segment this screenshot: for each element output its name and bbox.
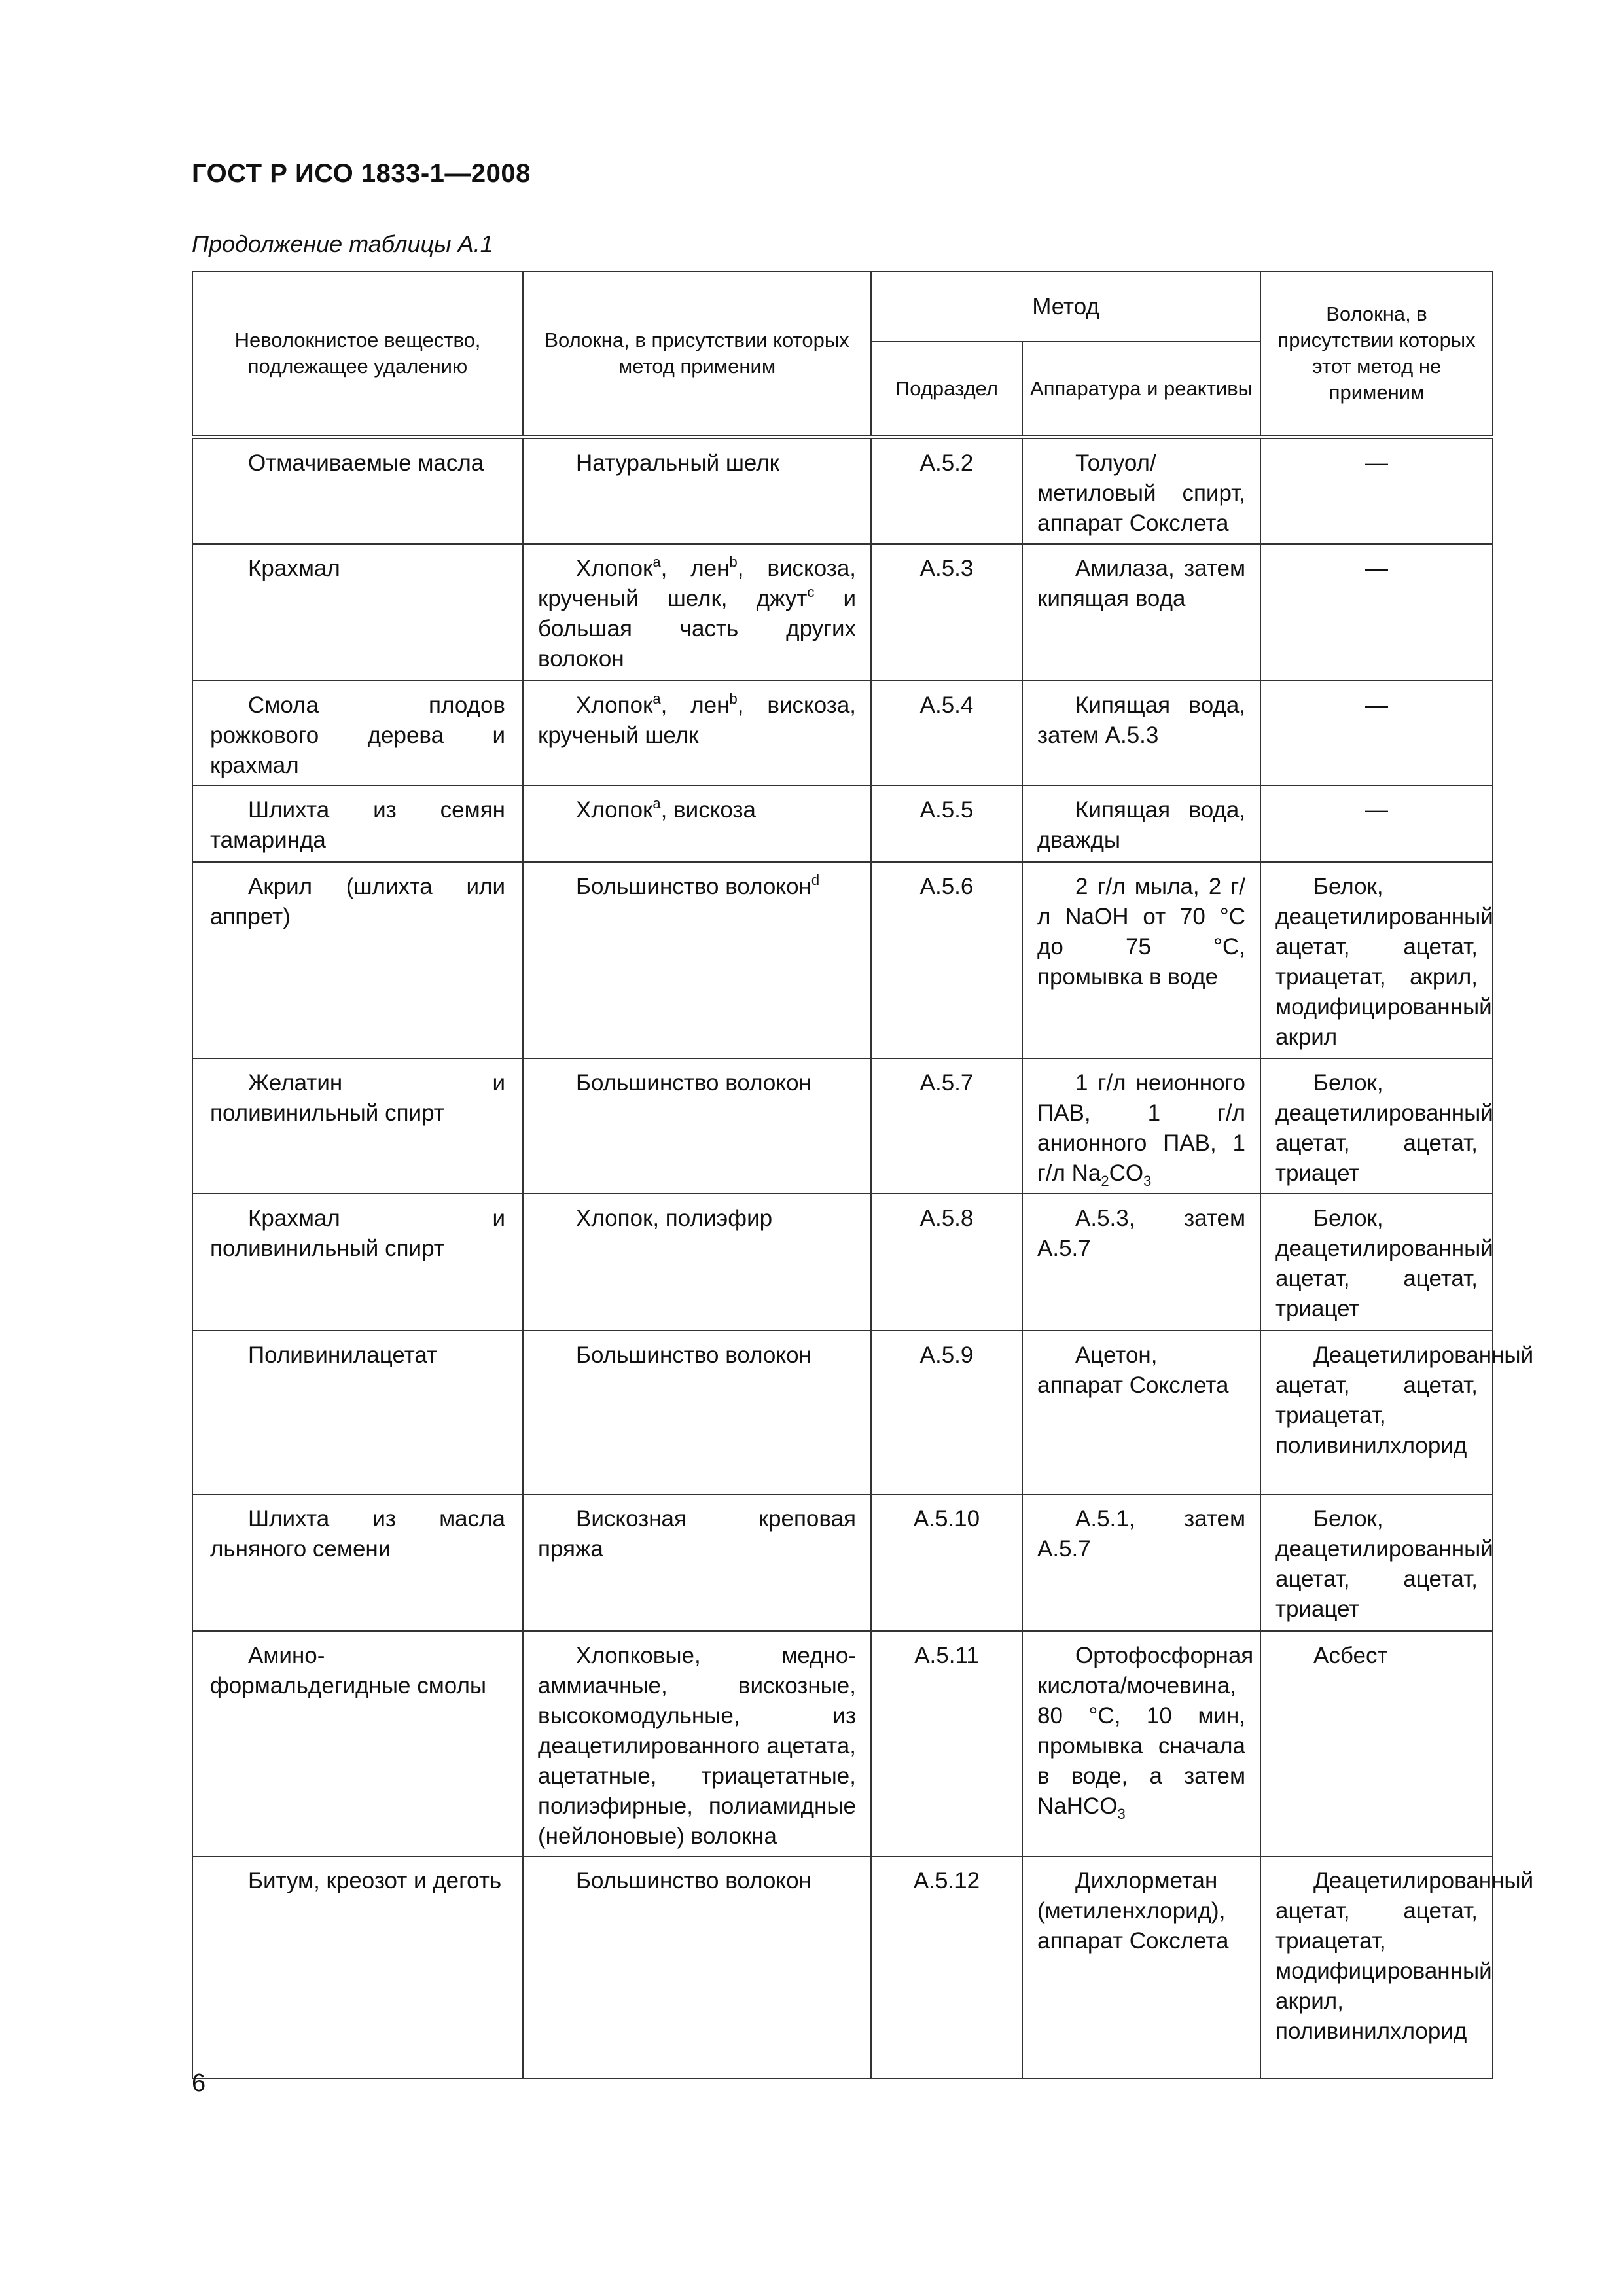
header-substance: Неволокнистое вещество, подлежащее удалению xyxy=(192,272,523,437)
table-row xyxy=(192,785,1493,862)
cell-substance: Смола плодов рожкового дерева и крахмал xyxy=(192,681,523,785)
cell-substance: Крахмал xyxy=(192,544,523,681)
table-row xyxy=(192,1194,1493,1331)
table-header xyxy=(192,272,1493,437)
cell-subsection: А.5.5 xyxy=(871,785,1022,862)
table-row xyxy=(192,1856,1493,2079)
cell-apparatus: 2 г/л мыла, 2 г/л NaOH от 70 °С до 75 °С, промывка в воде xyxy=(1022,862,1260,1058)
header-apparatus: Аппаратура и реактивы xyxy=(1022,342,1260,437)
cell-apparatus: А.5.1, затем А.5.7 xyxy=(1022,1494,1260,1631)
cell-fibers: Большинство волокон xyxy=(523,1058,871,1194)
cell-apparatus: Ацетон, аппарат Сокслета xyxy=(1022,1331,1260,1494)
cell-apparatus: А.5.3, затем А.5.7 xyxy=(1022,1194,1260,1331)
cell-subsection: А.5.3 xyxy=(871,544,1022,681)
page-number: 6 xyxy=(192,2070,206,2097)
cell-subsection: А.5.11 xyxy=(871,1631,1022,1856)
table-row xyxy=(192,1631,1493,1856)
cell-fibers: Хлопок$^а$, вискоза xyxy=(523,785,871,862)
cell-subsection: А.5.10 xyxy=(871,1494,1022,1631)
header-fibers-not-applicable: Волокна, в присутствии которых этот метод не применим xyxy=(1260,272,1493,437)
cell-apparatus: 1 г/л неионного ПАВ, 1 г/л анионного ПАВ, 1 г/л $Na_2CO_3$ xyxy=(1022,1058,1260,1194)
cell-apparatus: Амилаза, затем кипящая вода xyxy=(1022,544,1260,681)
cell-subsection: А.5.9 xyxy=(871,1331,1022,1494)
cell-not-applicable: Деацетилированный ацетат, ацетат, триацетат, поливинилхлорид xyxy=(1260,1331,1493,1494)
cell-subsection: А.5.6 xyxy=(871,862,1022,1058)
methods-table xyxy=(192,271,1534,2079)
cell-substance: Битум, креозот и деготь xyxy=(192,1856,523,2079)
header-subsection: Подраздел xyxy=(871,342,1022,437)
cell-substance: Поливинилацетат xyxy=(192,1331,523,1494)
cell-subsection: А.5.8 xyxy=(871,1194,1022,1331)
cell-fibers: Большинство волокон$^d$ xyxy=(523,862,871,1058)
cell-not-applicable: — xyxy=(1260,544,1493,681)
cell-not-applicable: Белок, деацетилированный ацетат, ацетат, триацет xyxy=(1260,1494,1493,1631)
table-row xyxy=(192,681,1493,785)
cell-apparatus: Толуол/метиловый спирт, аппарат Сокслета xyxy=(1022,437,1260,544)
cell-not-applicable: Белок, деацетилированный ацетат, ацетат, триацет xyxy=(1260,1194,1493,1331)
cell-fibers: Хлопковые, медно-аммиачные, вискозные, высокомодульные, из деацетилированного ацетата, ацетатные, триацетатные, полиэфирные, полиамидные (нейлоновые) волокна xyxy=(523,1631,871,1856)
document-header: ГОСТ Р ИСО 1833-1—2008 xyxy=(192,159,531,188)
table-row xyxy=(192,437,1493,544)
cell-not-applicable: Асбест xyxy=(1260,1631,1493,1856)
cell-subsection: А.5.4 xyxy=(871,681,1022,785)
cell-fibers: Вискозная креповая пряжа xyxy=(523,1494,871,1631)
cell-not-applicable: Белок, деацетилированный ацетат, ацетат, триацетат, акрил, модифицированный акрил xyxy=(1260,862,1493,1058)
cell-fibers: Большинство волокон xyxy=(523,1856,871,2079)
cell-fibers: Большинство волокон xyxy=(523,1331,871,1494)
cell-substance: Шлихта из масла льняного семени xyxy=(192,1494,523,1631)
cell-substance: Амино-формальдегидные смолы xyxy=(192,1631,523,1856)
header-method: Метод xyxy=(871,272,1260,342)
cell-fibers: Хлопок$^а$, лен$^b$, вискоза, крученый шелк, джут$^с$ и большая часть других волокон xyxy=(523,544,871,681)
table-row xyxy=(192,544,1493,681)
table-caption: Продолжение таблицы А.1 xyxy=(192,230,493,257)
cell-subsection: А.5.12 xyxy=(871,1856,1022,2079)
cell-fibers: Натуральный шелк xyxy=(523,437,871,544)
table-row xyxy=(192,1331,1493,1494)
cell-substance: Крахмал и поливинильный спирт xyxy=(192,1194,523,1331)
cell-subsection: А.5.2 xyxy=(871,437,1022,544)
cell-substance: Шлихта из семян тамаринда xyxy=(192,785,523,862)
cell-substance: Отмачиваемые масла xyxy=(192,437,523,544)
cell-apparatus: Ортофосфорная кислота/мочевина, 80 °С, 10 мин, промывка сначала в воде, а затем NaHCO$_3$ xyxy=(1022,1631,1260,1856)
cell-substance: Акрил (шлихта или аппрет) xyxy=(192,862,523,1058)
cell-substance: Желатин и поливинильный спирт xyxy=(192,1058,523,1194)
cell-apparatus: Кипящая вода, затем А.5.3 xyxy=(1022,681,1260,785)
header-fibers-applicable: Волокна, в присутствии которых метод применим xyxy=(523,272,871,437)
cell-fibers: Хлопок$^а$, лен$^b$, вискоза, крученый шелк xyxy=(523,681,871,785)
cell-apparatus: Дихлорметан (метиленхлорид), аппарат Сокслета xyxy=(1022,1856,1260,2079)
table-row xyxy=(192,1058,1493,1194)
cell-not-applicable: Деацетилированный ацетат, ацетат, триацетат, модифицированный акрил, поливинилхлорид xyxy=(1260,1856,1493,2079)
cell-apparatus: Кипящая вода, дважды xyxy=(1022,785,1260,862)
cell-not-applicable: — xyxy=(1260,437,1493,544)
cell-subsection: А.5.7 xyxy=(871,1058,1022,1194)
cell-not-applicable: — xyxy=(1260,681,1493,785)
cell-not-applicable: Белок, деацетилированный ацетат, ацетат, триацет xyxy=(1260,1058,1493,1194)
cell-not-applicable: — xyxy=(1260,785,1493,862)
table-row xyxy=(192,862,1493,1058)
table-row xyxy=(192,1494,1493,1631)
cell-fibers: Хлопок, полиэфир xyxy=(523,1194,871,1331)
